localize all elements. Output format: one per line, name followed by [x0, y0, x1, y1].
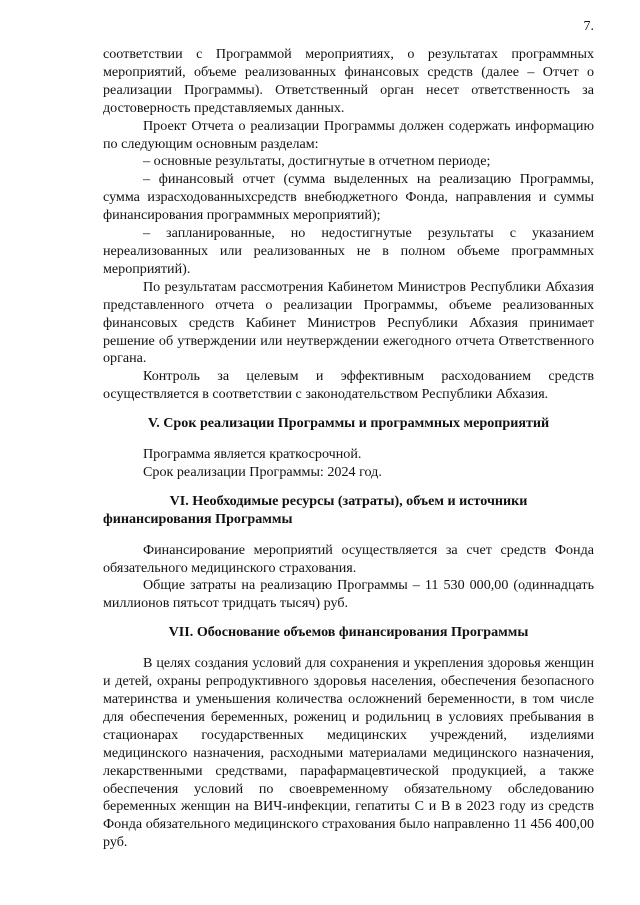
paragraph-continuation: соответствии с Программой мероприятиях, о результатах программных мероприятий, объеме реализованных финансовых средств (далее – Отчет о реализации Программы). Ответственный орган несет ответственность за достоверность представляемых данных. — [103, 46, 594, 116]
section5-line-short-term: Программа является краткосрочной. — [143, 446, 362, 463]
paragraph-control: Контроль за целевым и эффективным расходованием средств осуществляется в соответствии с законодательством Республики Абхазия. — [103, 368, 594, 403]
section-heading-6-line1: VI. Необходимые ресурсы (затраты), объем и источники — [169, 492, 528, 509]
page-number: 7. — [583, 19, 594, 34]
paragraph-cabinet-review: По результатам рассмотрения Кабинетом Министров Республики Абхазия представленного отчета о реализации Программы, объеме реализованных финансовых средств Кабинет Министров Республики Абхазия принимает решение об утверждении или неутверждении ежегодного отчета Ответственного органа. — [103, 278, 594, 367]
list-item-unachieved: – запланированные, но недостигнутые результаты с указанием нереализованных или реализованных не в полном объеме программных мероприятий). — [103, 225, 594, 277]
section7-justification: В целях создания условий для сохранения и укрепления здоровья женщин и детей, охраны репродуктивного здоровья населения, обеспечения безопасного материнства и уменьшения количества осложнений беременности, в том числе для обеспечения беременных, рожениц и родильниц в условиях пребывания в стационарах государственных медицинских учреждений, изделиями медицинского назначения, расходными материалами медицинского назначения, лекарственными средствами, парафармацевтической продукцией, а также обеспечения условий по своевременному обязательному обследованию беременных женщин на ВИЧ-инфекции, гепатиты С и В в 2023 году из средств Фонда обязательного медицинского страхования было направленно 11 456 400,00 руб. — [103, 655, 594, 851]
list-item-results: – основные результаты, достигнутые в отчетном периоде; — [143, 153, 491, 170]
section5-line-period: Срок реализации Программы: 2024 год. — [143, 463, 382, 480]
list-item-financial-report: – финансовый отчет (сумма выделенных на реализацию Программы, сумма израсходованныхсредств внебюджетного Фонда, направления и суммы финансирования программных мероприятий); — [103, 171, 594, 224]
paragraph-report-draft: Проект Отчета о реализации Программы должен содержать информацию по следующим основным разделам: — [103, 117, 594, 152]
section6-financing-source: Финансирование мероприятий осуществляется за счет средств Фонда обязательного медицинского страхования. — [103, 541, 594, 576]
section6-total-costs: Общие затраты на реализацию Программы – 11 530 000,00 (одиннадцать миллионов пятьсот тридцать тысяч) руб. — [103, 577, 594, 612]
section-heading-5: V. Срок реализации Программы и программных мероприятий — [147, 415, 550, 432]
section-heading-6-line2: финансирования Программы — [103, 510, 293, 527]
section-heading-7: VII. Обоснование объемов финансирования Программы — [168, 624, 529, 641]
